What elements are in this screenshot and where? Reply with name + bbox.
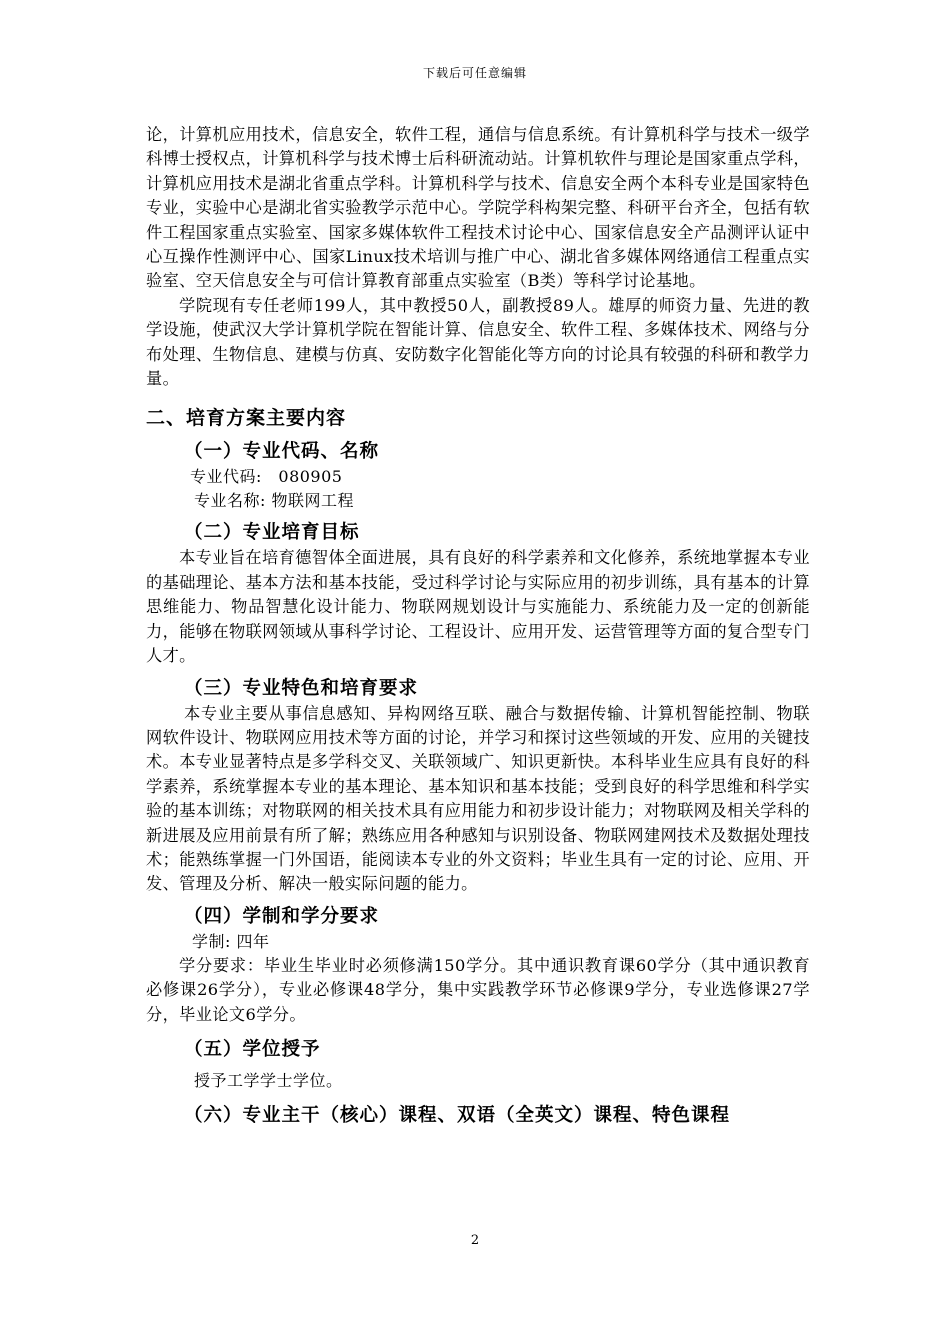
subsection-4-heading: （四）学制和学分要求: [184, 905, 380, 927]
page-header: 下载后可任意编辑: [422, 66, 527, 80]
major-code-line: 专业代码: 080905: [190, 467, 343, 487]
page-number: 2: [470, 1233, 480, 1248]
subsection-2-heading: （二）专业培育目标: [184, 522, 360, 544]
subsection-5-heading: （五）学位授予: [184, 1038, 321, 1060]
degree-line: 授予工学学士学位。: [194, 1070, 343, 1090]
document-body: [146, 123, 810, 1129]
training-goal-paragraph: 本专业旨在培育德智体全面进展，具有良好的科学素养和文化修养，系统地掌握本专业的基础理论、基本方法和基本技能，受过科学讨论与实际应用的初步训练，具有基本的计算思维能力、物品智慧化设计能力、物联网规划设计与实施能力、系统能力及一定的创新能力，能够在物联网领域从事科学讨论、工程设计、应用开发、运营管理等方面的复合型专门人才。: [146, 548, 810, 666]
intro-paragraph-2: 学院现有专任老师199人，其中教授50人，副教授89人。雄厚的师资力量、先进的教学设施，使武汉大学计算机学院在智能计算、信息安全、软件工程、多媒体技术、网络与分布处理、生物信息、建模与仿真、安防数字化智能化等方向的讨论具有较强的科研和教学力量。: [146, 295, 810, 389]
features-requirements-paragraph: 本专业主要从事信息感知、异构网络互联、融合与数据传输、计算机智能控制、物联网软件设计、物联网应用技术等方面的讨论，并学习和探讨这些领域的开发、应用的关键技术。本专业显著特点是多学科交叉、关联领域广、知识更新快。本科毕业生应具有良好的科学素养，系统掌握本专业的基本理论、基本知识和基本技能；受到良好的科学思维和科学实验的基本训练；对物联网的相关技术具有应用能力和初步设计能力；对物联网及相关学科的新进展及应用前景有所了解；熟练应用各种感知与识别设备、物联网建网技术及数据处理技术；能熟练掌握一门外国语，能阅读本专业的外文资料；毕业生具有一定的讨论、应用、开发、管理及分析、解决一般实际问题的能力。: [146, 703, 810, 894]
duration-line: 学制: 四年: [192, 931, 270, 951]
subsection-6-heading: （六）专业主干（核心）课程、双语（全英文）课程、特色课程: [184, 1104, 731, 1126]
intro-paragraph-1: 论，计算机应用技术，信息安全，软件工程，通信与信息系统。有计算机科学与技术一级学科博士授权点，计算机科学与技术博士后科研流动站。计算机软件与理论是国家重点学科，计算机应用技术是湖北省重点学科。计算机科学与技术、信息安全两个本科专业是国家特色专业，实验中心是湖北省实验教学示范中心。学院学科构架完整、科研平台齐全，包括有软件工程国家重点实验室、国家多媒体软件工程技术讨论中心、国家信息安全产品测评认证中心互操作性测评中心、国家Linux技术培训与推广中心、湖北省多媒体网络通信工程重点实验室、空天信息安全与可信计算教育部重点实验室（B类）等科学讨论基地。: [146, 125, 810, 291]
subsection-3-heading: （三）专业特色和培育要求: [184, 677, 419, 699]
subsection-1-heading: （一）专业代码、名称: [184, 441, 380, 463]
section-2-heading: 二、培育方案主要内容: [146, 407, 347, 430]
credits-paragraph: 学分要求：毕业生毕业时必须修满150学分。其中通识教育课60学分（其中通识教育必修课26学分），专业必修课48学分，集中实践教学环节必修课9学分，专业选修课27学分，毕业论文6学分。: [146, 955, 810, 1024]
major-name-line: 专业名称: 物联网工程: [194, 491, 354, 511]
